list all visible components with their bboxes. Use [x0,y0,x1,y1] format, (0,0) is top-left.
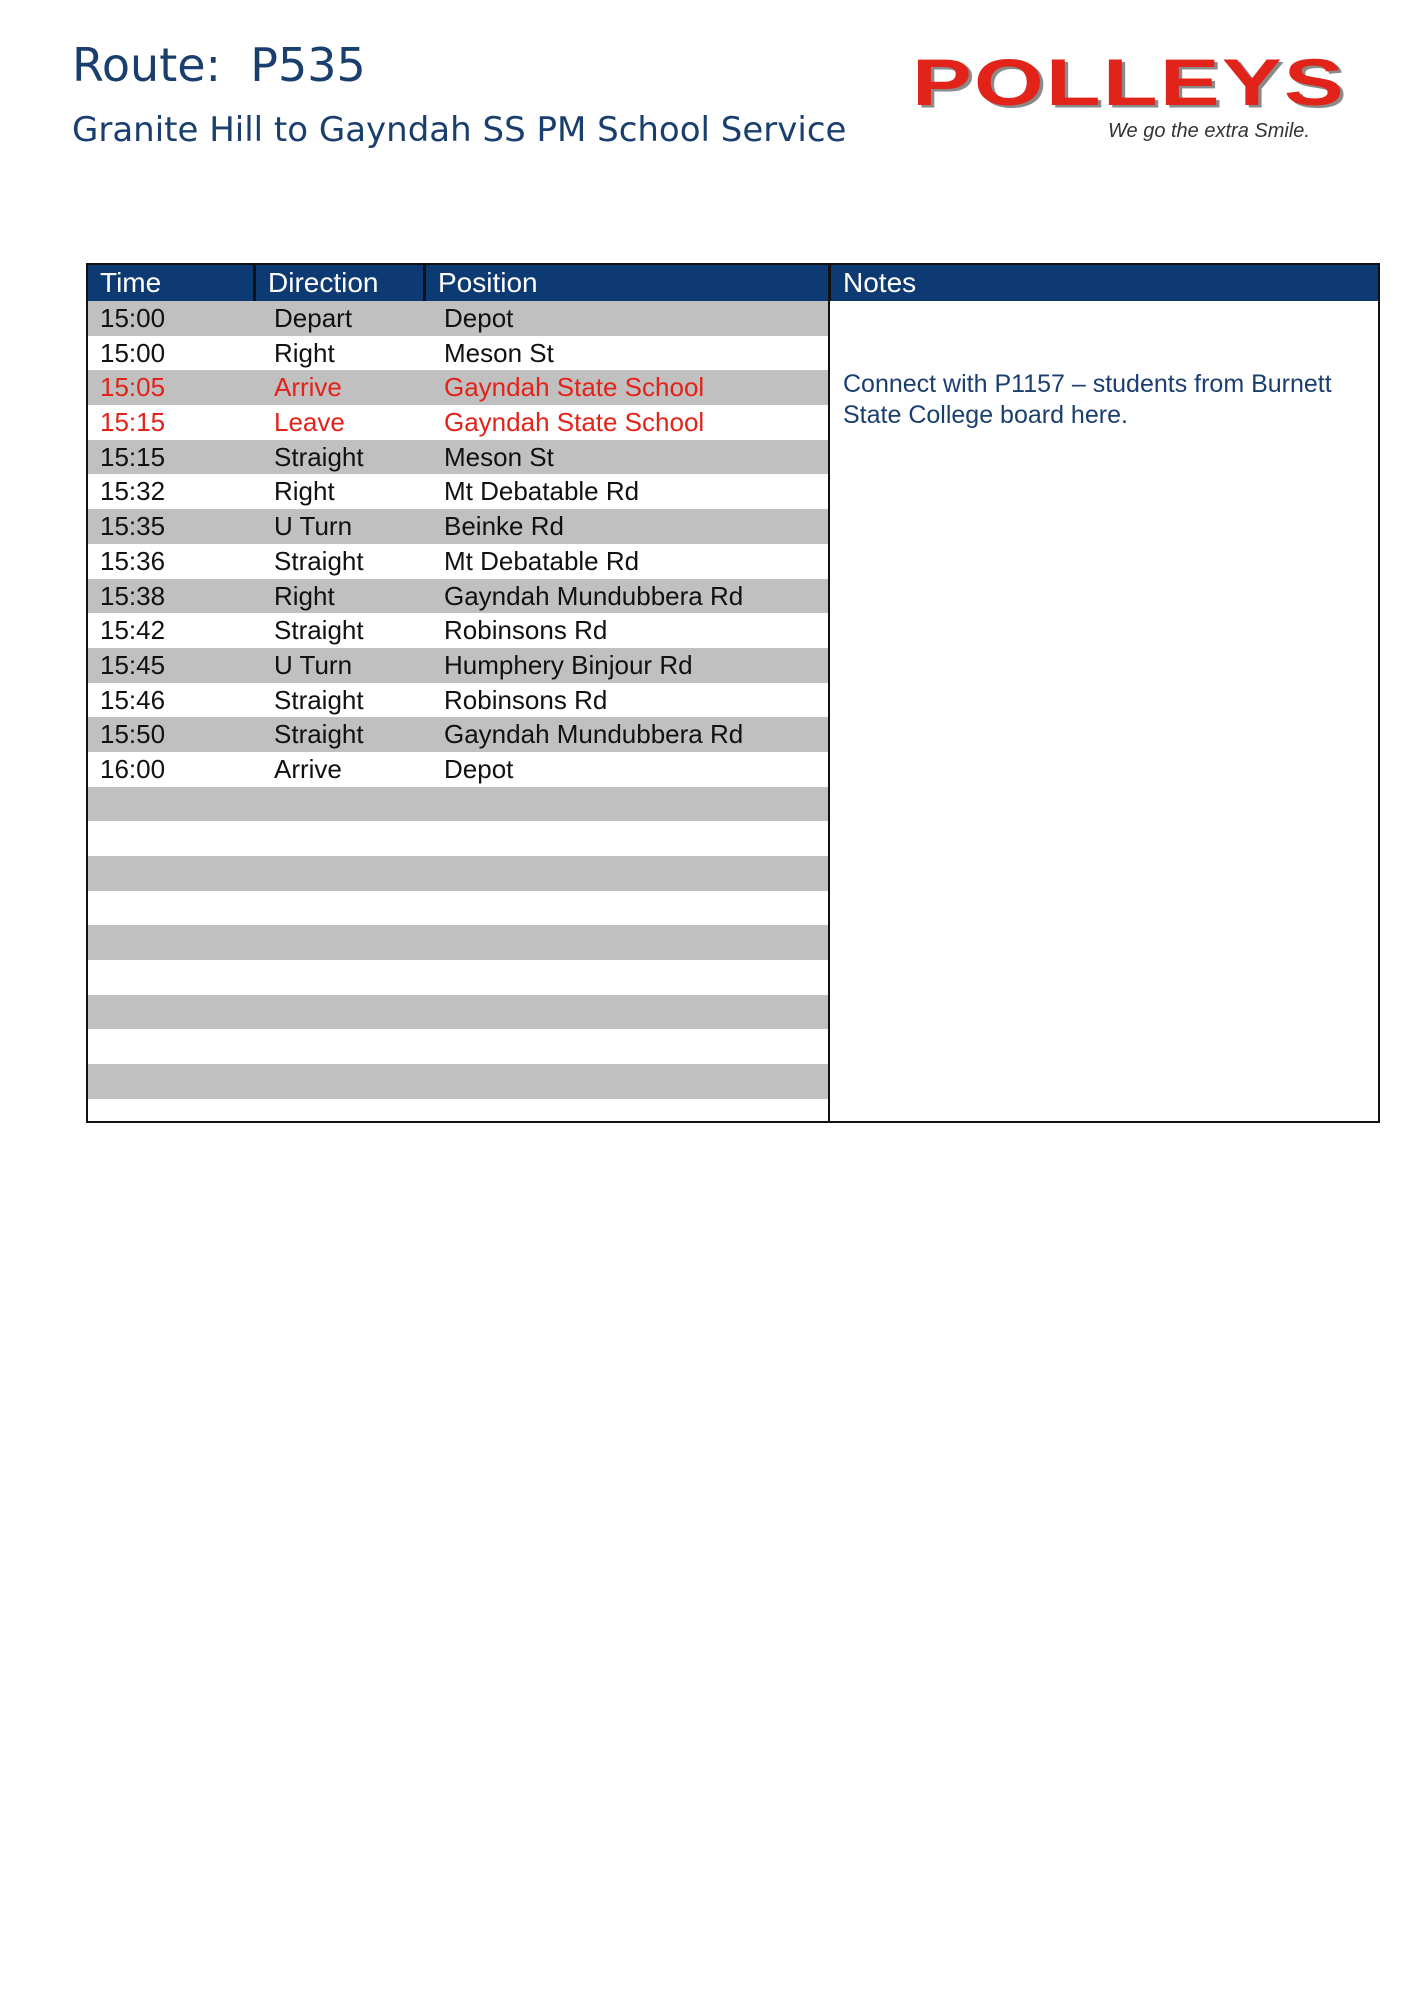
route-subtitle: Granite Hill to Gayndah SS PM School Service [72,110,847,150]
cell-direction: Arrive [274,753,342,784]
notes-text: Connect with P1157 – students from Burnett State College board here. [843,370,1332,429]
table-row [88,995,828,1030]
cell-position: Robinsons Rd [444,615,608,646]
table-row [88,474,828,509]
table-row [88,1099,828,1134]
table-row [88,544,828,579]
cell-direction: Arrive [274,372,342,403]
cell-time: 15:35 [100,511,166,542]
cell-time: 15:32 [100,476,166,507]
cell-direction: Right [274,337,335,368]
cell-time: 15:38 [100,580,166,611]
cell-time: 15:05 [100,372,166,403]
table-row [88,301,828,336]
table-row [88,683,828,718]
cell-time: 16:00 [100,753,166,784]
table-row [88,1029,828,1064]
column-header-time: Time [100,267,162,298]
table-row [88,752,828,787]
cell-direction: Right [274,580,335,611]
table-row [88,405,828,440]
cell-position: Gayndah State School [444,372,705,403]
cell-direction: Straight [274,615,364,646]
cell-position: Gayndah Mundubbera Rd [444,580,744,611]
cell-time: 15:00 [100,303,166,333]
table-row [88,1064,828,1099]
cell-direction: Leave [274,407,345,438]
cell-time: 15:42 [100,615,166,646]
cell-time: 15:00 [100,337,166,368]
table-row [88,370,828,405]
notes-cell [830,301,1378,1121]
cell-position: Robinsons Rd [444,684,608,715]
table-row [88,440,828,475]
cell-position: Beinke Rd [444,511,564,542]
table-header [88,265,1378,301]
timetable-rows [88,301,828,1134]
timetable [86,263,1380,1123]
polleys-logo [912,45,1362,160]
cell-direction: Straight [274,545,364,576]
cell-position: Gayndah Mundubbera Rd [444,719,744,750]
table-row [88,509,828,544]
cell-time: 15:15 [100,441,166,472]
cell-time: 15:15 [100,407,166,438]
table-row [88,613,828,648]
table-row [88,960,828,995]
column-header-direction: Direction [253,265,423,301]
cell-position: Depot [444,303,514,333]
cell-time: 15:36 [100,545,166,576]
cell-direction: Depart [274,303,353,333]
logo-tagline: We go the extra Smile. [1108,120,1310,142]
cell-position: Mt Debatable Rd [444,476,640,507]
cell-position: Mt Debatable Rd [444,545,640,576]
logo-wordmark: POLLEYS [912,45,1346,119]
cell-time: 15:46 [100,684,166,715]
cell-position: Depot [444,753,514,784]
table-row [88,787,828,822]
column-header-position: Position [423,265,828,301]
cell-position: Meson St [444,441,554,472]
table-row [88,648,828,683]
cell-time: 15:45 [100,649,166,680]
cell-direction: Straight [274,441,364,472]
cell-position: Gayndah State School [444,407,705,438]
route-title: Route: P535 [72,38,366,92]
table-row [88,891,828,926]
cell-position: Meson St [444,337,554,368]
table-row [88,856,828,891]
table-row [88,717,828,752]
table-row [88,336,828,371]
cell-direction: U Turn [274,649,353,680]
cell-position: Humphery Binjour Rd [444,649,693,680]
column-header-notes: Notes [828,265,1380,301]
table-row [88,821,828,856]
table-row [88,925,828,960]
cell-direction: Straight [274,684,364,715]
cell-direction: Right [274,476,335,507]
table-row [88,579,828,614]
cell-direction: U Turn [274,511,353,542]
cell-direction: Straight [274,719,364,750]
cell-time: 15:50 [100,719,166,750]
